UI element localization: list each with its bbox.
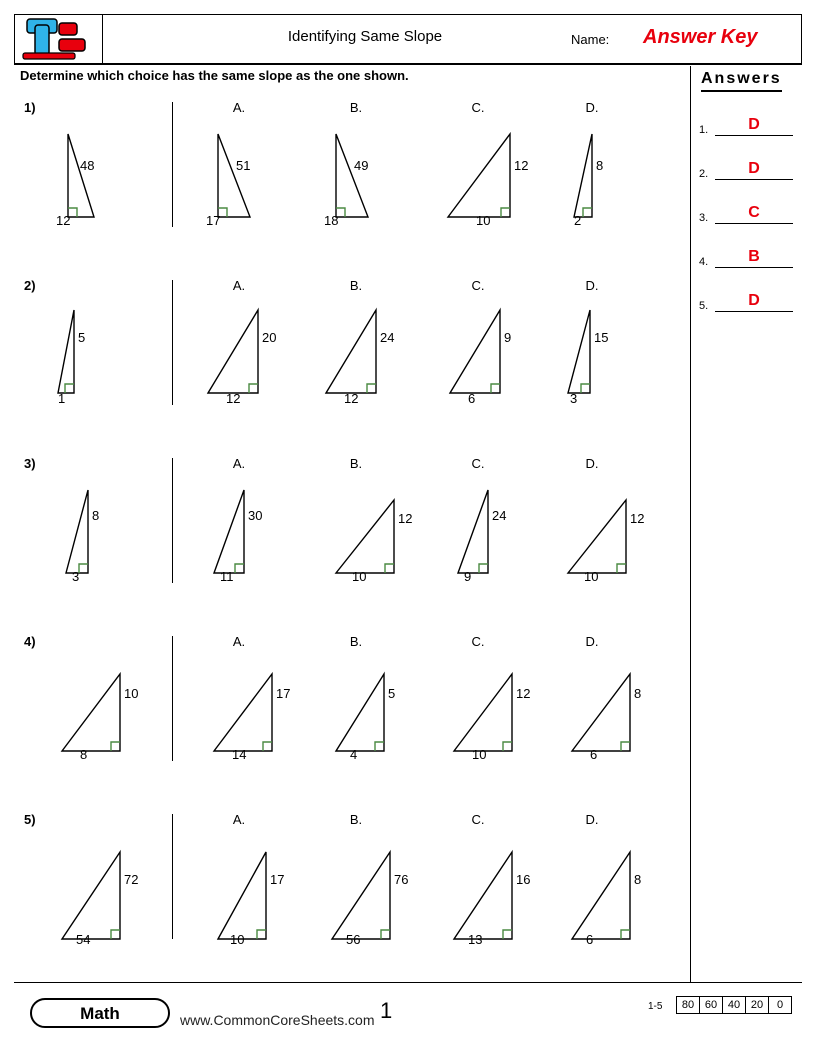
choice-run-label-2a: 12 [226,391,241,406]
choice-letter-3b: B. [349,456,363,471]
instructions-text: Determine which choice has the same slope as the one shown. [20,68,409,83]
given-triangle-4 [48,656,138,756]
answer-value: D [748,160,760,177]
page-title: Identifying Same Slope [287,28,443,45]
choice-run-label-2c: 6 [468,391,476,406]
problem-divider [172,458,173,583]
choice-rise-label-5b: 76 [394,872,409,887]
choice-letter-5d: D. [585,812,599,827]
answer-number: 2. [699,168,709,180]
choice-run-label-5a: 10 [230,932,245,947]
answer-row-1 [699,114,793,136]
name-label: Name: [571,32,610,47]
given-run-label-3: 3 [72,569,80,584]
logo-box [15,15,103,63]
choice-run-label-3b: 10 [352,569,367,584]
choice-rise-label-1a: 51 [236,158,251,173]
choice-triangle-4b [322,656,402,756]
choice-triangle-3b [322,478,412,578]
choice-rise-label-4a: 17 [276,686,291,701]
given-rise-label-3: 8 [92,508,100,523]
scale-range-label: 1-5 [648,1001,663,1012]
choice-run-label-5c: 13 [468,932,483,947]
choice-triangle-5b [318,834,408,944]
choice-letter-3c: C. [471,456,485,471]
choice-run-label-2b: 12 [344,391,359,406]
problem-number: 3) [24,456,36,471]
choice-letter-5b: B. [349,812,363,827]
problem-3 [14,456,690,596]
choice-triangle-3c [444,478,514,578]
choice-run-label-4b: 4 [350,747,358,762]
choice-run-label-1b: 18 [324,213,339,228]
choice-run-label-4c: 10 [472,747,487,762]
problem-number: 2) [24,278,36,293]
choice-letter-3a: A. [232,456,246,471]
scale-cell: 20 [746,997,769,1014]
problem-divider [172,280,173,405]
choice-run-label-5d: 6 [586,932,594,947]
given-rise-label-5: 72 [124,872,139,887]
choice-rise-label-2b: 24 [380,330,395,345]
scale-cell: 60 [700,997,723,1014]
problem-number: 4) [24,634,36,649]
choice-triangle-1d [562,122,622,222]
choice-triangle-4c [440,656,530,756]
choice-letter-4a: A. [232,634,246,649]
given-rise-label-2: 5 [78,330,86,345]
problem-number: 5) [24,812,36,827]
problem-divider [172,814,173,939]
choice-rise-label-4b: 5 [388,686,396,701]
answer-number: 1. [699,124,709,136]
choice-run-label-3a: 11 [220,569,234,584]
choice-rise-label-1c: 12 [514,158,529,173]
choice-run-label-1d: 2 [574,213,582,228]
choice-letter-2c: C. [471,278,485,293]
choice-letter-4d: D. [585,634,599,649]
choice-rise-label-3c: 24 [492,508,507,523]
choice-rise-label-2a: 20 [262,330,277,345]
answer-value: C [748,204,760,221]
problem-4 [14,634,690,774]
problem-divider [172,102,173,227]
choice-triangle-2d [554,298,624,398]
choice-triangle-5c [440,834,530,944]
choice-run-label-3d: 10 [584,569,599,584]
choice-triangle-2c [436,298,526,398]
choice-rise-label-3a: 30 [248,508,263,523]
choice-run-label-3c: 9 [464,569,472,584]
choice-letter-1c: C. [471,100,485,115]
choice-letter-3d: D. [585,456,599,471]
answer-value: D [748,292,760,309]
problem-number: 1) [24,100,36,115]
choice-triangle-5d [558,834,648,944]
choice-rise-label-5a: 17 [270,872,285,887]
choice-run-label-4a: 14 [232,747,247,762]
given-run-label-2: 1 [58,391,66,406]
problem-5 [14,812,690,952]
choice-rise-label-2d: 15 [594,330,609,345]
given-run-label-4: 8 [80,747,88,762]
grading-scale-table [676,996,792,1014]
choice-letter-1b: B. [349,100,363,115]
choice-triangle-4d [558,656,648,756]
answer-row-4 [699,246,793,268]
answers-title: Answers [701,70,782,92]
answer-row-5 [699,290,793,312]
choice-triangle-4a [200,656,290,756]
choice-rise-label-5c: 16 [516,872,531,887]
choice-letter-2a: A. [232,278,246,293]
answer-number: 4. [699,256,709,268]
choice-run-label-1a: 17 [206,213,221,228]
choice-letter-1a: A. [232,100,246,115]
choice-triangle-5a [204,834,284,944]
choice-letter-5c: C. [471,812,485,827]
choice-letter-4c: C. [471,634,485,649]
choice-rise-label-3d: 12 [630,511,645,526]
choice-letter-5a: A. [232,812,246,827]
footer-divider [14,982,802,983]
choice-rise-label-5d: 8 [634,872,642,887]
website-link[interactable]: www.CommonCoreSheets.com [180,1012,375,1028]
answer-key-badge: Answer Key [643,26,758,48]
choice-rise-label-4d: 8 [634,686,642,701]
problem-2 [14,278,690,418]
choice-triangle-3d [554,478,644,578]
scale-cell: 40 [723,997,746,1014]
answer-value: B [748,248,760,265]
page-number: 1 [380,998,393,1023]
given-triangle-5 [48,834,138,944]
choice-run-label-5b: 56 [346,932,361,947]
given-rise-label-4: 10 [124,686,139,701]
choice-rise-label-1b: 49 [354,158,369,173]
answers-panel [690,66,802,982]
choice-run-label-2d: 3 [570,391,578,406]
answer-row-2 [699,158,793,180]
choice-run-label-1c: 10 [476,213,491,228]
subject-badge: Math [30,998,170,1028]
answer-value: D [748,116,760,133]
plus-blocks-logo-icon [15,15,101,63]
given-run-label-5: 54 [76,932,91,947]
answer-number: 3. [699,212,709,224]
choice-letter-1d: D. [585,100,599,115]
choice-rise-label-1d: 8 [596,158,604,173]
choice-triangle-2a [194,298,284,398]
answer-row-3 [699,202,793,224]
scale-cell: 80 [677,997,700,1014]
header-divider [14,64,802,65]
given-triangle-3 [52,478,112,578]
page-header [14,14,802,64]
choice-rise-label-3b: 12 [398,511,413,526]
scale-cell: 0 [769,997,792,1014]
choice-letter-2b: B. [349,278,363,293]
given-triangle-2 [44,298,104,398]
answer-number: 5. [699,300,709,312]
problem-1 [14,100,690,240]
choice-rise-label-2c: 9 [504,330,512,345]
choice-triangle-3a [200,478,270,578]
given-rise-label-1: 48 [80,158,95,173]
choice-letter-4b: B. [349,634,363,649]
choice-run-label-4d: 6 [590,747,598,762]
choice-triangle-2b [312,298,402,398]
given-run-label-1: 12 [56,213,71,228]
choice-rise-label-4c: 12 [516,686,531,701]
choice-letter-2d: D. [585,278,599,293]
problem-divider [172,636,173,761]
